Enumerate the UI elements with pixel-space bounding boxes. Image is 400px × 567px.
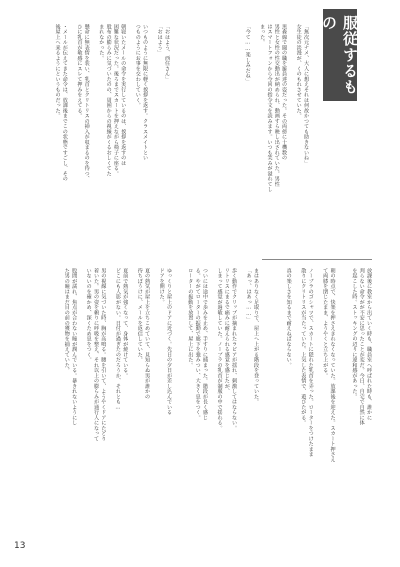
text-column-bottom-mid: まはありなく足取りで、屋上へ上がる階段を登っていた。 「あっ、はあっ……」 歩く動作でクリップが摘まれたラビアが揺れ、刺激してはならない。 リトリスにまるで痛みに耐えられる感覚を感じたが、 しまって感覚が過敏していた。ノーブラの乳首が制服の中で揺れる。 ついには途中で歩みを止め、手すりに捕まった。階段が長く感じ る。やがてローターの振動で廊下を強みつい、大きく息をつく。 ローターの振動を放置して、屋上に出た。	[187, 268, 259, 431]
text-column-top-right: 「無次元ナメ、大人に想えそれは何故かつても助きないね」 女生徒の淡漫が、くのもれさせていた。 黒森線で闘の職を羅員達の姿だった。その両傍に十機数の 男性と女性の性交動出が納められ、動画すら映し出されていた。男性 はスマートフォンから今回の指令文を読みます。いつも笑みが溢れてし まった。 「今て……楽しみだね」	[244, 24, 309, 192]
chapter-title: 服従するもの	[320, 15, 359, 95]
chapter-title-banner	[320, 9, 359, 101]
page-number: 13	[14, 541, 26, 551]
text-column-top-left: 「おはよう、西住さん」 「おはよう」 いつものように無限に軽く挨拶を返す。クラスメイトとい つものようにお事を交わしていく。 朝寝いたメールの命令を実行しているのは、挨拶を返すのは 困難な状況だった。後ろまでスカートを押えながら椅子に座る。 股布の膨らみに気づいたのの、周囲からの視線がくるおしくてた まれなかった。 懸命に無表情を装い、乳首とクリトリスの挿入が収まるのを待つ、 ひに乳首が敏感にスレて押みをえてる。 ・メールが伝えてきた命令は、放課後までこの状態ですごし、その 後屋上へ来るようにというものだった。	[54, 24, 170, 182]
text-column-bottom-left: ゆっくりと屋上のドアに近づく。先日の夕日が差し込んでいる ドアを開けた。 夏の熱気が屋上を立ちこめていて、見知らぬ男が誰かの 待ちぼうけに、メールを返信していた。 夏前で熱気が強くなって、身体が焼けている。 どこにも人影がない。日付が過ぎたのだろうか、それとも… 男の視線に気づいた時、胸が高鳴る。腰を引いて、ようやくドアにたどり 着いた。男の姿を頼りに呼吸を整え、それ以上の膨らみが通行人になって いないのを確かめ、深くため息をつく。 股間が濡れ、焦点が合わない瞳が潤んでいる。暴きれないようにし た男の瞳はまだ目の前の獲物を捕えていた。	[63, 268, 172, 442]
section-divider	[262, 259, 372, 260]
text-column-bottom-right: 放課後に教室から出ていく時も、職員室へ呼ばれた時も、誰かに 判らない命令がが不安に思ったことが変だ。今日、自宅で自然に体 を起こした時。ストッキングの辺りに違和感があった。 朝の時点で、快楽を押さえきれなくなっていた。放課後を迎えた。スカート押さえ て両膝を閉じたまま、ようやくと立ち上がる。 ノーブラのゴシャツで、スカートに隠れた乳首を弄った。ローターをつけたまま 散りにクリトリスが当たっていた。上気した表情で、遊びたがる。 真の楽しさを知るまで耐えねばならない。	[285, 268, 372, 463]
